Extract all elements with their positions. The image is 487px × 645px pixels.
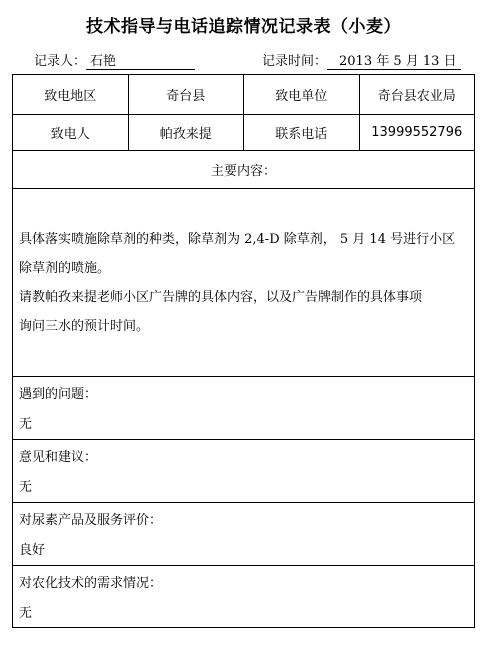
- record-time-field: [262, 50, 461, 70]
- main-content-line: 询问三水的预计时间。: [19, 319, 150, 334]
- caller-label: 致电人: [13, 115, 129, 150]
- caller-unit-value: 奇台县农业局: [377, 89, 456, 104]
- evaluation-value: 良好: [19, 543, 46, 558]
- needs-label: 对农化技术的需求情况：: [19, 576, 163, 591]
- suggestions-value: 无: [19, 480, 33, 495]
- recorder-field: [34, 50, 195, 70]
- phone-label: 联系电话: [244, 115, 360, 150]
- main-content-line: 具体落实喷施除草剂的种类，除草剂为 2,4-D 除草剂， 5 月 14 号进行小区: [19, 232, 456, 247]
- suggestions-label: 意见和建议：: [19, 450, 98, 465]
- evaluation-section: [13, 503, 474, 566]
- suggestions-section: [13, 440, 474, 503]
- phone-value: 13999552796: [371, 125, 463, 140]
- record-table: [12, 74, 475, 628]
- page-title: 技术指导与电话追踪情况记录表（小麦）: [86, 17, 401, 37]
- caller-region-label: 致电地区: [13, 75, 129, 114]
- record-time-value: 2013 年 5 月 13 日: [327, 54, 461, 70]
- main-content-header: [13, 151, 474, 189]
- caller-unit-label: 致电单位: [244, 75, 360, 114]
- recorder-label: 记录人：: [34, 54, 87, 69]
- problems-value: 无: [19, 417, 33, 432]
- needs-value: 无: [19, 606, 33, 621]
- table-row-caller: [13, 115, 474, 151]
- table-row-caller-region: [13, 75, 474, 115]
- record-time-label: 记录时间：: [262, 54, 328, 69]
- evaluation-label: 对尿素产品及服务评价：: [19, 513, 163, 528]
- main-content-line: 请教帕孜来提老师小区广告牌的具体内容，以及广告牌制作的具体事项: [19, 290, 423, 305]
- main-content-label: 主要内容：: [210, 164, 276, 179]
- caller-value: 帕孜来提: [129, 115, 245, 150]
- caller-region-value: 奇台县: [129, 75, 245, 114]
- main-content-line: 除草剂的喷施。: [19, 261, 111, 276]
- recorder-value: 石艳: [86, 54, 195, 70]
- problems-label: 遇到的问题：: [19, 387, 98, 402]
- main-content-body: [13, 189, 474, 377]
- problems-section: [13, 377, 474, 440]
- needs-section: [13, 566, 474, 627]
